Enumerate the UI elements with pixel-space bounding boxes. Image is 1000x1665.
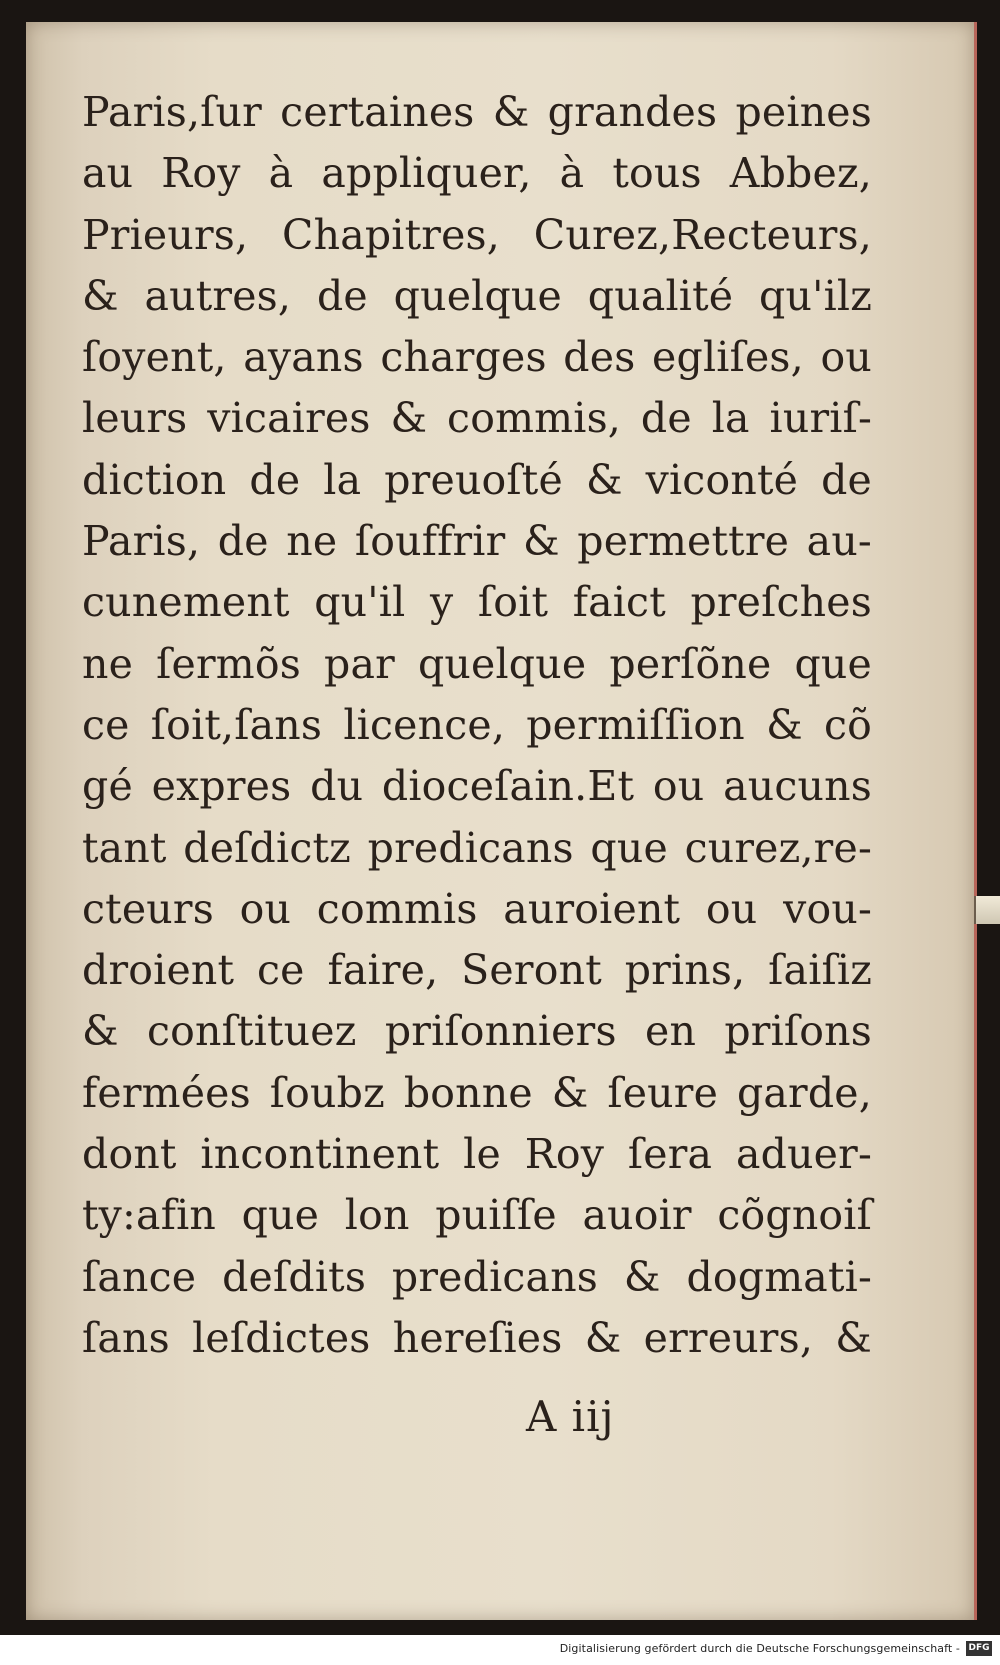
text-line: diction de la preuoſté & viconté de	[82, 455, 872, 504]
text-line: & autres, de quelque qualité qu'ilz	[82, 271, 872, 320]
page-text	[82, 82, 872, 1369]
text-line: ſoyent, ayans charges des egliſes, ou	[82, 333, 872, 382]
text-line: ſance deſdits predicans & dogmati-	[82, 1252, 872, 1301]
text-line: fermées ſoubz bonne & ſeure garde,	[82, 1068, 872, 1117]
text-line: ty:afin que lon puiſſe auoir cõgnoiſ	[82, 1191, 872, 1240]
text-line: ſans leſdictes hereſies & erreurs, &	[82, 1313, 872, 1362]
text-line: leurs vicaires & commis, de la iuriſ-	[82, 394, 872, 443]
text-line: Paris, de ne ſouffrir & permettre au-	[82, 517, 872, 566]
text-line: Prieurs, Chapitres, Curez,Recteurs,	[82, 210, 872, 259]
text-line: ne ſermõs par quelque perſõne que	[82, 639, 872, 688]
signature-mark: A iij	[526, 1392, 615, 1441]
funding-credit: Digitalisierung gefördert durch die Deutsche Forschungsgemeinschaft -	[559, 1642, 960, 1655]
text-line: tant deſdictz predicans que curez,re-	[82, 823, 872, 872]
text-line: dont incontinent le Roy ſera aduer-	[82, 1130, 872, 1179]
book-page	[26, 22, 977, 1620]
text-line: & conſtituez priſonniers en priſons	[82, 1007, 872, 1056]
text-line: cunement qu'il y ſoit faict preſches	[82, 578, 872, 627]
text-line: gé expres du dioceſain.Et ou aucuns	[82, 762, 872, 811]
text-line: au Roy à appliquer, à tous Abbez,	[82, 149, 872, 198]
text-line: Paris,ſur certaines & grandes peines	[82, 88, 872, 136]
text-line: cteurs ou commis auroient ou vou-	[82, 884, 872, 933]
text-line: droient ce faire, Seront prins, ſaiſiz	[82, 946, 872, 995]
text-line: ce ſoit,ſans licence, permiſſion & cõ	[82, 700, 872, 749]
page-tab-marker	[974, 896, 1000, 924]
dfg-logo: DFG	[966, 1641, 992, 1656]
digitization-footer	[0, 1635, 1000, 1665]
